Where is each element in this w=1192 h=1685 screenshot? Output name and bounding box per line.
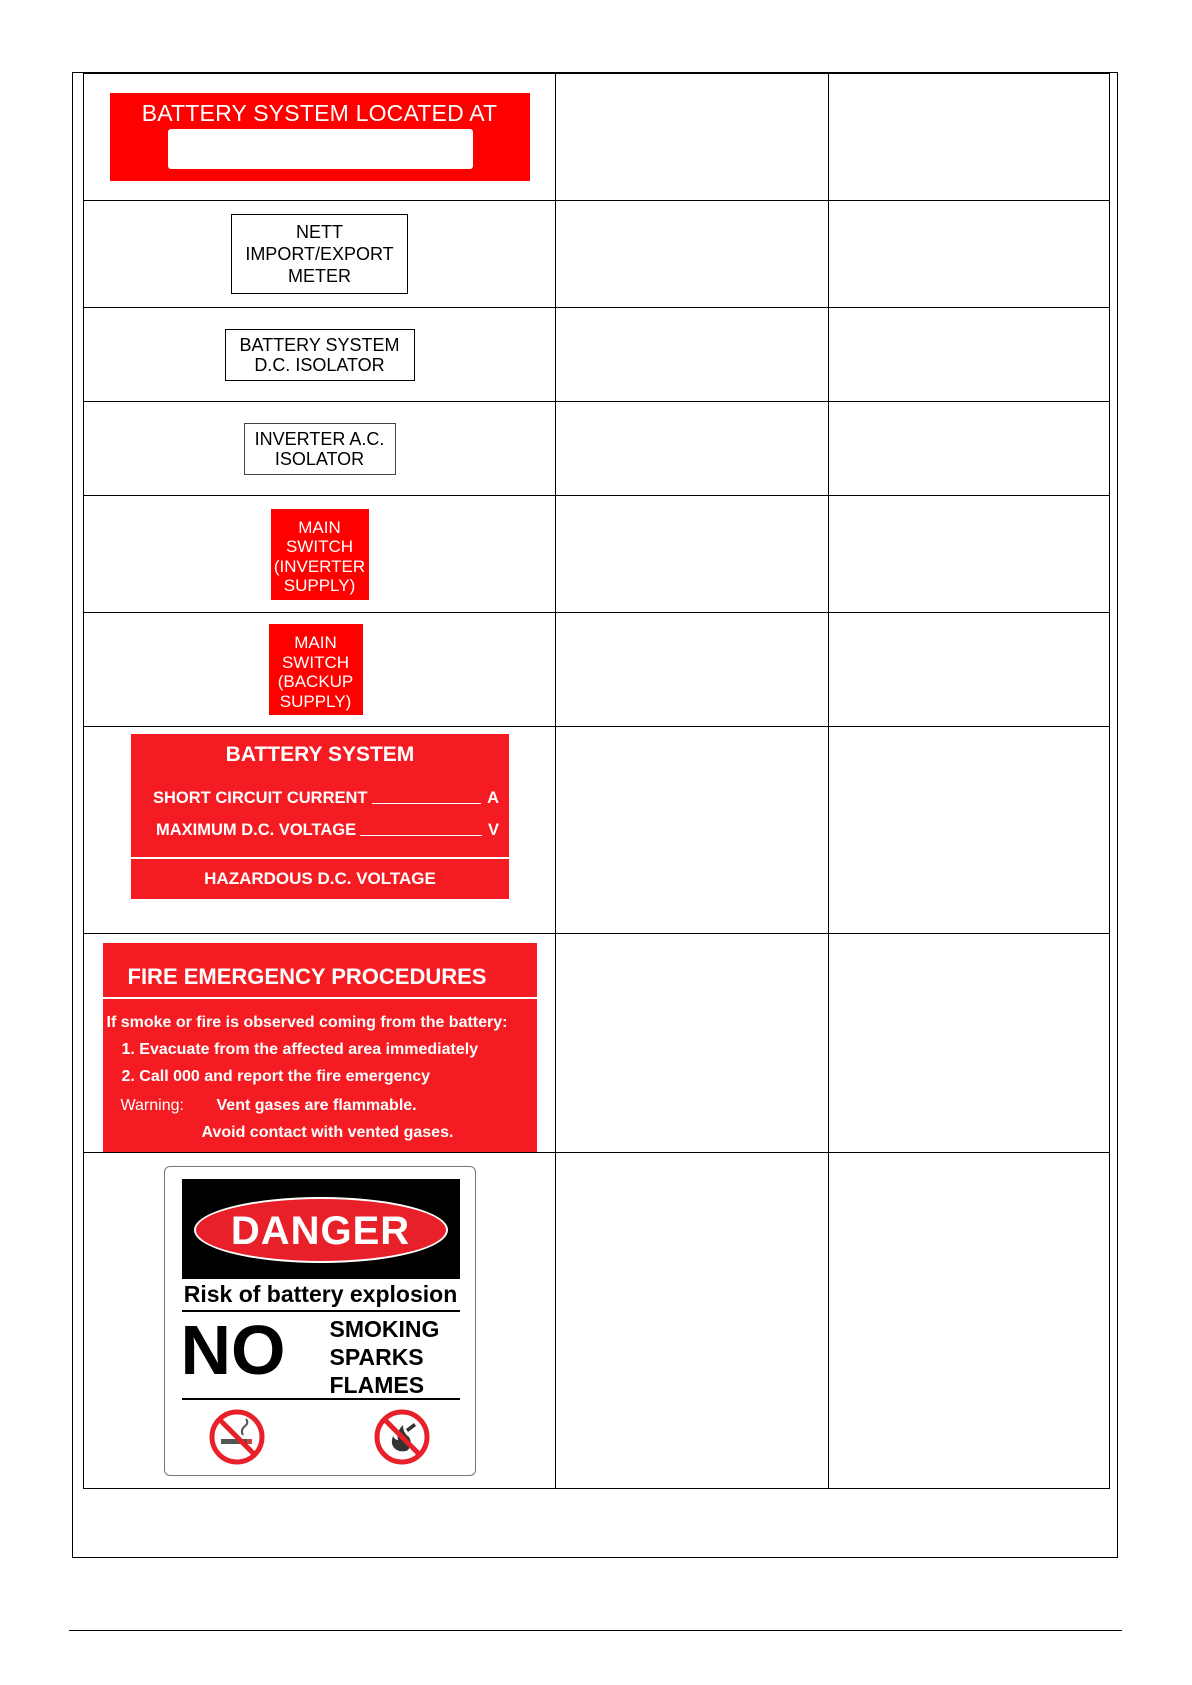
fire-intro: If smoke or fire is observed coming from the battery:	[106, 1014, 508, 1031]
battery-location-sign	[110, 93, 530, 181]
main-switch-backup-sign	[269, 624, 363, 715]
blank-cell	[829, 74, 1110, 201]
table-row	[84, 934, 1110, 1153]
warning-label: Warning:	[120, 1097, 184, 1114]
main-switch-inverter-sign	[271, 509, 369, 600]
sign-cell	[84, 1153, 556, 1489]
blank-cell	[556, 496, 829, 613]
signage-table	[83, 73, 1110, 1489]
label-line: D.C. ISOLATOR	[254, 354, 385, 375]
label-line: BATTERY SYSTEM	[239, 334, 400, 355]
blank-cell	[556, 402, 829, 496]
blank-cell	[556, 727, 829, 934]
label-line: SWITCH	[281, 652, 350, 672]
warning-text-2: Avoid contact with vented gases.	[201, 1124, 454, 1141]
fire-step-2: 2. Call 000 and report the fire emergency	[121, 1068, 431, 1085]
label-line: IMPORT/EXPORT	[245, 244, 394, 264]
sign-cell	[84, 727, 556, 934]
ac-isolator-label	[244, 423, 396, 475]
danger-title: DANGER	[230, 1208, 411, 1253]
label-line: (INVERTER	[273, 556, 366, 576]
fire-step-1: 1. Evacuate from the affected area immediately	[121, 1041, 479, 1058]
blank-fill-line	[360, 821, 482, 836]
danger-item: FLAMES	[329, 1371, 425, 1398]
no-flames-icon	[372, 1407, 432, 1467]
danger-risk-text: Risk of battery explosion	[182, 1281, 460, 1312]
label-line: SUPPLY)	[283, 576, 356, 595]
short-circuit-unit: A	[487, 789, 499, 807]
sign-cell	[84, 402, 556, 496]
location-blank-box	[168, 129, 473, 169]
label-line: SWITCH	[285, 537, 354, 556]
table-row	[84, 496, 1110, 613]
blank-cell	[556, 613, 829, 727]
table-row	[84, 74, 1110, 201]
hazard-text: HAZARDOUS D.C. VOLTAGE	[131, 857, 509, 899]
blank-fill-line	[372, 789, 482, 804]
blank-cell	[829, 308, 1110, 402]
max-voltage-line	[141, 813, 499, 845]
fire-sign-title: FIRE EMERGENCY PROCEDURES	[103, 943, 537, 999]
table-row	[84, 727, 1110, 934]
blank-cell	[829, 934, 1110, 1153]
fire-emergency-sign	[103, 943, 537, 1152]
danger-item: SPARKS	[329, 1343, 424, 1370]
fire-sign-body	[103, 999, 537, 1152]
table-row	[84, 201, 1110, 308]
short-circuit-label: SHORT CIRCUIT CURRENT	[153, 789, 368, 807]
label-line: NETT	[296, 222, 343, 242]
warning-text-1: Vent gases are flammable.	[216, 1097, 417, 1114]
dc-isolator-label	[225, 329, 415, 381]
blank-cell	[556, 308, 829, 402]
label-line: ISOLATOR	[274, 448, 365, 469]
sign-cell	[84, 613, 556, 727]
blank-cell	[829, 496, 1110, 613]
danger-header	[182, 1179, 460, 1279]
table-row	[84, 402, 1110, 496]
fire-warning	[107, 1092, 533, 1119]
battery-system-sign	[131, 734, 509, 899]
label-line: METER	[288, 266, 351, 286]
label-line: INVERTER A.C.	[254, 428, 385, 449]
label-line: SUPPLY)	[279, 691, 352, 711]
battery-location-text: BATTERY SYSTEM LOCATED AT	[141, 100, 498, 126]
sign-cell	[84, 308, 556, 402]
blank-cell	[829, 201, 1110, 308]
danger-item: SMOKING	[329, 1315, 440, 1342]
nett-meter-label	[231, 214, 408, 294]
table-row	[84, 1153, 1110, 1489]
label-line: MAIN	[294, 633, 337, 652]
danger-sign	[164, 1166, 476, 1476]
blank-cell	[556, 934, 829, 1153]
max-voltage-label: MAXIMUM D.C. VOLTAGE	[156, 821, 357, 839]
danger-list	[330, 1315, 440, 1399]
max-voltage-unit: V	[487, 821, 499, 839]
label-line: MAIN	[298, 517, 341, 537]
danger-oval	[194, 1197, 448, 1263]
danger-divider	[182, 1398, 460, 1400]
short-circuit-line	[141, 781, 499, 813]
table-row	[84, 613, 1110, 727]
blank-cell	[556, 74, 829, 201]
label-line: (BACKUP	[277, 672, 354, 691]
blank-cell	[829, 613, 1110, 727]
blank-cell	[829, 402, 1110, 496]
blank-cell	[829, 1153, 1110, 1489]
sign-cell	[84, 496, 556, 613]
blank-cell	[556, 201, 829, 308]
sign-cell	[84, 934, 556, 1153]
blank-cell	[556, 1153, 829, 1489]
footer-rule	[69, 1630, 1122, 1631]
sign-cell	[84, 74, 556, 201]
battery-sign-top	[131, 734, 509, 857]
blank-cell	[829, 727, 1110, 934]
no-smoking-icon	[207, 1407, 267, 1467]
sign-cell	[84, 201, 556, 308]
battery-sign-title: BATTERY SYSTEM	[225, 743, 415, 766]
table-row	[84, 308, 1110, 402]
danger-no-text: NO	[180, 1310, 286, 1389]
